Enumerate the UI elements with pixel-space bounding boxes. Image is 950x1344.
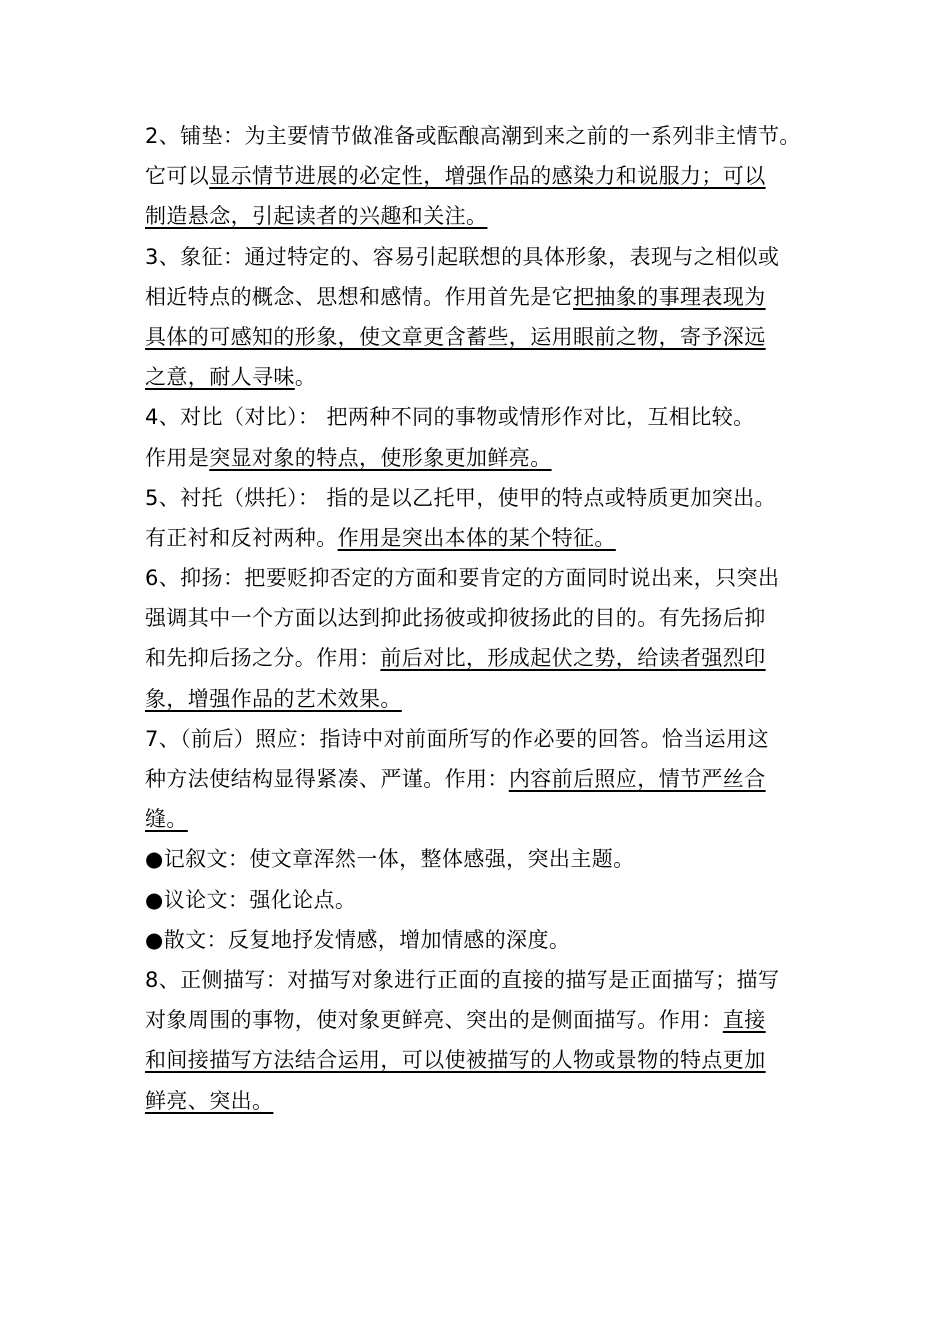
underlined-text: 把抽象的事理表现为 (573, 284, 766, 309)
text-line (145, 679, 835, 719)
text-line: 和先抑后扬之分。作用：前后对比，形成起伏之势，给读者强烈印 (145, 646, 766, 671)
text-line: ●记叙文：使文章浑然一体，整体感强，突出主题。 (145, 847, 635, 872)
text-line (145, 799, 835, 839)
text-line: 之意，耐人寻味。 (145, 365, 317, 390)
text-line: 2、铺垫：为主要情节做准备或酝酿高潮到来之前的一系列非主情节。 (145, 124, 801, 148)
text-line: 6、抑扬：把要贬抑否定的方面和要肯定的方面同时说出来，只突出 (145, 566, 780, 591)
text-line: ●散文：反复地抒发情感，增加情感的深度。 (145, 927, 571, 952)
underlined-text: 缝。 (145, 807, 188, 832)
text-line: 4、对比（对比）： 把两种不同的事物或情形作对比，互相比较。 (145, 405, 755, 430)
text-line: 作用是突显对象的特点，使形象更加鲜亮。 (145, 445, 552, 470)
text-line: 3、象征：通过特定的、容易引起联想的具体形象，表现与之相似或 (145, 244, 780, 269)
underlined-text: 前后对比，形成起伏之势，给读者强烈印 (380, 646, 766, 671)
underlined-text: 突显对象的特点，使形象更加鲜亮。 (209, 445, 552, 470)
text-line: 种方法使结构显得紧凑、严谨。作用：内容前后照应，情节严丝合 (145, 767, 766, 791)
underlined-text: 象，增强作品的艺术效果。 (145, 686, 402, 711)
underlined-text: 内容前后照应，情节严丝合 (508, 767, 766, 791)
text-line: 它可以显示情节进展的必定性，增强作品的感染力和说服力；可以 (145, 164, 766, 189)
underlined-text: 之意，耐人寻味 (145, 365, 295, 390)
text-line: 强调其中一个方面以达到抑此扬彼或抑彼扬此的目的。有先扬后抑 (145, 606, 766, 631)
document-body (145, 116, 835, 1121)
underlined-text: 作用是突出本体的某个特征。 (337, 525, 616, 550)
text-line: 相近特点的概念、思想和感情。作用首先是它把抽象的事理表现为 (145, 284, 766, 309)
text-line: 对象周围的事物，使对象更鲜亮、突出的是侧面描写。作用：直接 (145, 1008, 766, 1033)
underlined-text: 具体的可感知的形象，使文章更含蓄些，运用眼前之物，寄予深远 (145, 324, 766, 349)
text-line (145, 317, 835, 357)
underlined-text: 鲜亮、突出。 (145, 1088, 274, 1113)
text-line: 7、（前后）照应：指诗中对前面所写的作必要的回答。恰当运用这 (145, 726, 769, 751)
text-line: ●议论文：强化论点。 (145, 887, 357, 912)
underlined-text: 显示情节进展的必定性，增强作品的感染力和说服力；可以 (209, 164, 766, 189)
text-line: 有正衬和反衬两种。作用是突出本体的某个特征。 (145, 525, 616, 550)
underlined-text: 直接 (722, 1008, 766, 1033)
underlined-text: 和间接描写方法结合运用，可以使被描写的人物或景物的特点更加 (145, 1048, 766, 1073)
underlined-text: 制造悬念，引起读者的兴趣和关注。 (145, 204, 488, 229)
text-line (145, 196, 835, 236)
text-line: 8、正侧描写：对描写对象进行正面的直接的描写是正面描写；描写 (145, 967, 780, 992)
text-line: 5、衬托（烘托）： 指的是以乙托甲，使甲的特点或特质更加突出。 (145, 485, 776, 510)
text-line (145, 1040, 835, 1080)
text-line (145, 1081, 835, 1121)
